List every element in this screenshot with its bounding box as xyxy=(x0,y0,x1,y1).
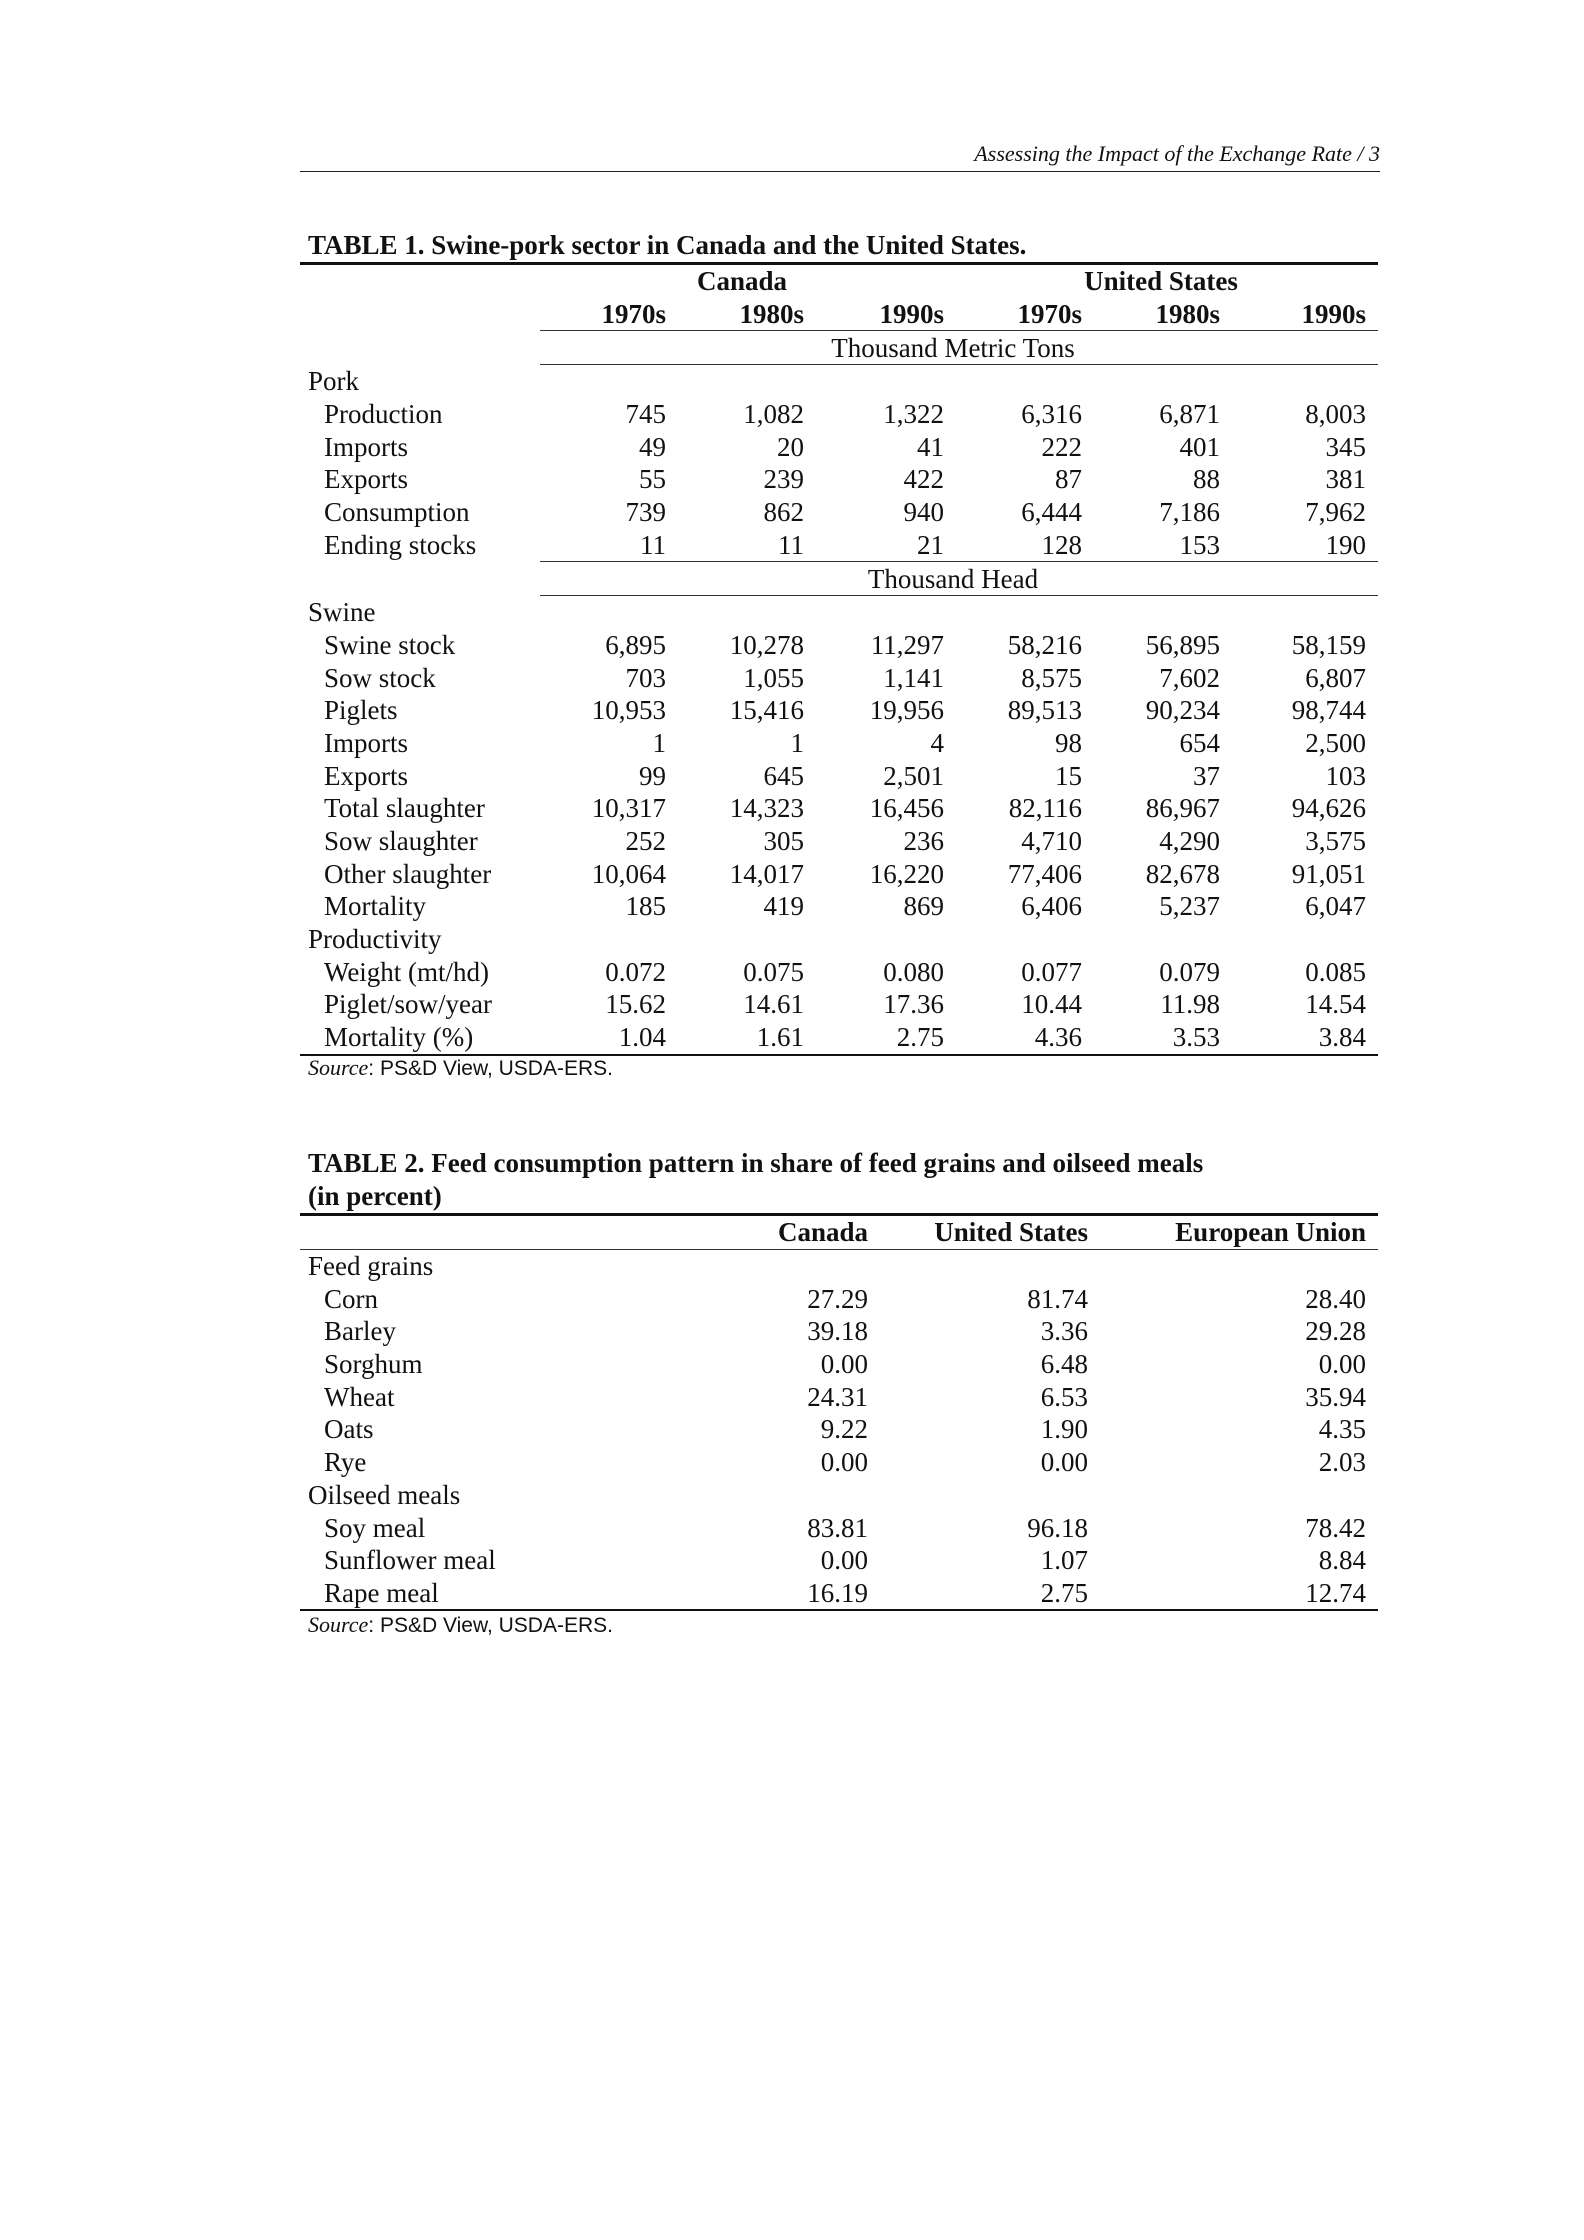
data-cell: 6,316 xyxy=(1021,399,1082,430)
table-cell xyxy=(540,595,678,628)
row-label: Weight (mt/hd) xyxy=(324,956,490,987)
data-cell: 8,575 xyxy=(1021,662,1082,693)
data-cell: 4.36 xyxy=(956,1021,1094,1055)
section-label: Oilseed meals xyxy=(308,1479,461,1510)
data-cell: 10,064 xyxy=(591,858,666,889)
table-row xyxy=(300,629,1378,662)
data-cell: 745 xyxy=(625,399,666,430)
row-label: Ending stocks xyxy=(324,530,477,561)
table-row xyxy=(300,529,1378,562)
row-label: Sunflower meal xyxy=(324,1545,496,1576)
data-cell: 15,416 xyxy=(729,695,804,726)
row-label: Piglets xyxy=(324,695,398,726)
data-cell: 91,051 xyxy=(1291,858,1366,889)
row-label: Mortality (%) xyxy=(300,1021,540,1055)
data-cell: 37 xyxy=(1193,760,1220,791)
table-cell xyxy=(678,365,816,398)
row-label: Barley xyxy=(324,1316,396,1347)
data-cell: 4 xyxy=(930,727,944,758)
data-cell: 6,047 xyxy=(1305,891,1366,922)
table-cell xyxy=(300,562,540,596)
data-cell: 6.48 xyxy=(1040,1349,1088,1380)
table-row xyxy=(300,759,1378,792)
data-cell: 81.74 xyxy=(1027,1283,1088,1314)
data-cell: 7,602 xyxy=(1159,662,1220,693)
table-row xyxy=(300,1544,1378,1577)
table-cell xyxy=(1094,923,1232,956)
table-row xyxy=(300,398,1378,431)
data-cell: 0.075 xyxy=(743,956,804,987)
table1-unit-row xyxy=(300,331,1378,365)
data-cell: 10.44 xyxy=(1021,989,1082,1020)
table2-column-header xyxy=(300,1215,1378,1250)
data-cell: 1 xyxy=(790,727,804,758)
table1-decade-header xyxy=(300,298,1378,331)
section-label: Feed grains xyxy=(308,1251,434,1282)
table-cell xyxy=(1094,595,1232,628)
unit-label: Thousand Head xyxy=(540,562,1378,596)
data-cell: 2.03 xyxy=(1318,1447,1366,1478)
data-cell: 6,444 xyxy=(1021,497,1082,528)
column-header: 1990s xyxy=(1232,298,1378,331)
data-cell: 381 xyxy=(1325,464,1366,495)
table-row xyxy=(300,890,1378,923)
data-cell: 0.00 xyxy=(1040,1447,1088,1478)
data-cell: 401 xyxy=(1179,431,1220,462)
data-cell: 98,744 xyxy=(1291,695,1366,726)
table-cell xyxy=(740,1249,880,1282)
column-header: 1990s xyxy=(816,298,956,331)
data-cell: 20 xyxy=(777,431,804,462)
column-header: 1980s xyxy=(678,298,816,331)
section-label: Pork xyxy=(308,366,360,397)
data-cell: 88 xyxy=(1193,464,1220,495)
table-cell xyxy=(816,365,956,398)
data-cell: 0.079 xyxy=(1159,956,1220,987)
row-label: Rape meal xyxy=(300,1577,740,1611)
data-cell: 654 xyxy=(1179,727,1220,758)
table-row xyxy=(300,825,1378,858)
data-cell: 1,055 xyxy=(743,662,804,693)
data-cell: 1.04 xyxy=(540,1021,678,1055)
table1-title xyxy=(308,229,1026,262)
data-cell: 55 xyxy=(639,464,666,495)
data-cell: 41 xyxy=(917,431,944,462)
data-cell: 2.75 xyxy=(880,1577,1100,1611)
data-cell: 869 xyxy=(903,891,944,922)
data-cell: 0.085 xyxy=(1305,956,1366,987)
data-cell: 6,406 xyxy=(1021,891,1082,922)
data-cell: 58,159 xyxy=(1291,629,1366,660)
row-label: Imports xyxy=(324,431,408,462)
table-row xyxy=(300,1446,1378,1479)
table2-source: Source: PS&D View, USDA-ERS. xyxy=(308,1612,613,1637)
data-cell: 1,141 xyxy=(883,662,944,693)
column-header: European Union xyxy=(1100,1215,1378,1250)
data-cell: 2,501 xyxy=(883,760,944,791)
data-cell: 10,317 xyxy=(591,793,666,824)
table-cell xyxy=(1232,365,1378,398)
table-cell xyxy=(1232,595,1378,628)
data-cell: 419 xyxy=(763,891,804,922)
table-row xyxy=(300,955,1378,988)
table1-unit-row xyxy=(300,562,1378,596)
table-row xyxy=(300,496,1378,529)
data-cell: 16.19 xyxy=(740,1577,880,1611)
table1-country-header xyxy=(300,264,1378,298)
data-cell: 3.84 xyxy=(1232,1021,1378,1055)
column-group-canada: Canada xyxy=(540,264,956,298)
data-cell: 94,626 xyxy=(1291,793,1366,824)
data-cell: 19,956 xyxy=(869,695,944,726)
section-row xyxy=(300,1479,1378,1512)
table2-title-line2: (in percent) xyxy=(308,1181,442,1211)
table-row xyxy=(300,857,1378,890)
table-cell xyxy=(1100,1479,1378,1512)
data-cell: 15.62 xyxy=(605,989,666,1020)
section-row xyxy=(300,365,1378,398)
table-row xyxy=(300,661,1378,694)
data-cell: 0.077 xyxy=(1021,956,1082,987)
data-cell: 14,323 xyxy=(729,793,804,824)
table-row xyxy=(300,694,1378,727)
data-cell: 14.61 xyxy=(743,989,804,1020)
data-cell: 21 xyxy=(816,529,956,562)
data-cell: 1.61 xyxy=(678,1021,816,1055)
data-cell: 11,297 xyxy=(870,629,944,660)
data-cell: 6,871 xyxy=(1159,399,1220,430)
table1-title-text: Swine-pork sector in Canada and the United States. xyxy=(431,230,1027,260)
data-cell: 0.00 xyxy=(1318,1349,1366,1380)
table1-source: Source: PS&D View, USDA-ERS. xyxy=(308,1055,613,1080)
table-row xyxy=(300,1413,1378,1446)
data-cell: 7,186 xyxy=(1159,497,1220,528)
row-label: Consumption xyxy=(324,497,470,528)
table1-label: TABLE 1. xyxy=(308,230,425,260)
row-label: Total slaughter xyxy=(324,793,485,824)
section-label: Swine xyxy=(308,596,376,627)
data-cell: 27.29 xyxy=(807,1283,868,1314)
row-label: Exports xyxy=(324,464,408,495)
data-cell: 0.00 xyxy=(820,1545,868,1576)
table-row xyxy=(300,1348,1378,1381)
data-cell: 11 xyxy=(678,529,816,562)
data-cell: 0.00 xyxy=(820,1447,868,1478)
data-cell: 10,953 xyxy=(591,695,666,726)
table-row xyxy=(300,1021,1378,1055)
row-label: Piglet/sow/year xyxy=(324,989,492,1020)
data-cell: 4,710 xyxy=(1021,826,1082,857)
table-row xyxy=(300,1315,1378,1348)
unit-label: Thousand Metric Tons xyxy=(540,331,1378,365)
column-header: 1970s xyxy=(956,298,1094,331)
data-cell: 82,678 xyxy=(1145,858,1220,889)
data-cell: 11.98 xyxy=(1160,989,1220,1020)
table-cell xyxy=(300,1215,740,1250)
data-cell: 28.40 xyxy=(1305,1283,1366,1314)
row-label: Sow stock xyxy=(324,662,436,693)
table-cell xyxy=(300,264,540,298)
data-cell: 305 xyxy=(763,826,804,857)
data-cell: 77,406 xyxy=(1007,858,1082,889)
data-cell: 24.31 xyxy=(807,1381,868,1412)
data-cell: 7,962 xyxy=(1305,497,1366,528)
table-cell xyxy=(300,331,540,365)
data-cell: 29.28 xyxy=(1305,1316,1366,1347)
data-cell: 82,116 xyxy=(1008,793,1082,824)
table-row xyxy=(300,988,1378,1021)
data-cell: 99 xyxy=(639,760,666,791)
table-cell xyxy=(956,595,1094,628)
table1 xyxy=(300,262,1378,1056)
data-cell: 0.080 xyxy=(883,956,944,987)
section-row xyxy=(300,1249,1378,1282)
data-cell: 345 xyxy=(1325,431,1366,462)
table-cell xyxy=(880,1249,1100,1282)
table-cell xyxy=(540,923,678,956)
data-cell: 1,082 xyxy=(743,399,804,430)
table-cell xyxy=(1100,1249,1378,1282)
data-cell: 3.53 xyxy=(1094,1021,1232,1055)
row-label: Other slaughter xyxy=(324,858,492,889)
row-label: Mortality xyxy=(324,891,426,922)
table-cell xyxy=(540,365,678,398)
data-cell: 87 xyxy=(1055,464,1082,495)
data-cell: 8,003 xyxy=(1305,399,1366,430)
table-row xyxy=(300,430,1378,463)
table-row xyxy=(300,1577,1378,1611)
running-head: Assessing the Impact of the Exchange Rate / 3 xyxy=(974,141,1380,166)
data-cell: 252 xyxy=(625,826,666,857)
column-header: Canada xyxy=(740,1215,880,1250)
data-cell: 6,807 xyxy=(1305,662,1366,693)
row-label: Sow slaughter xyxy=(324,826,478,857)
data-cell: 236 xyxy=(903,826,944,857)
data-cell: 9.22 xyxy=(820,1414,868,1445)
table-cell xyxy=(678,595,816,628)
table-cell xyxy=(956,923,1094,956)
data-cell: 153 xyxy=(1094,529,1232,562)
section-label: Productivity xyxy=(308,924,442,955)
data-cell: 35.94 xyxy=(1305,1381,1366,1412)
data-cell: 15 xyxy=(1055,760,1082,791)
data-cell: 56,895 xyxy=(1145,629,1220,660)
row-label: Sorghum xyxy=(324,1349,423,1380)
table-row xyxy=(300,463,1378,496)
data-cell: 4,290 xyxy=(1159,826,1220,857)
data-cell: 103 xyxy=(1325,760,1366,791)
data-cell: 239 xyxy=(763,464,804,495)
column-header: United States xyxy=(880,1215,1100,1250)
row-label: Imports xyxy=(324,727,408,758)
data-cell: 78.42 xyxy=(1305,1512,1366,1543)
column-header: 1970s xyxy=(540,298,678,331)
table-row xyxy=(300,727,1378,760)
data-cell: 128 xyxy=(956,529,1094,562)
table-cell xyxy=(1232,923,1378,956)
data-cell: 86,967 xyxy=(1145,793,1220,824)
table-cell xyxy=(300,298,540,331)
data-cell: 0.072 xyxy=(605,956,666,987)
table-cell xyxy=(740,1479,880,1512)
data-cell: 58,216 xyxy=(1007,629,1082,660)
data-cell: 83.81 xyxy=(807,1512,868,1543)
data-cell: 6.53 xyxy=(1040,1381,1088,1412)
column-header: 1980s xyxy=(1094,298,1232,331)
section-row xyxy=(300,595,1378,628)
data-cell: 8.84 xyxy=(1318,1545,1366,1576)
data-cell: 190 xyxy=(1232,529,1378,562)
data-cell: 89,513 xyxy=(1007,695,1082,726)
data-cell: 222 xyxy=(1041,431,1082,462)
row-label: Oats xyxy=(324,1414,374,1445)
data-cell: 2,500 xyxy=(1305,727,1366,758)
data-cell: 940 xyxy=(903,497,944,528)
row-label: Rye xyxy=(324,1447,367,1478)
data-cell: 422 xyxy=(903,464,944,495)
table-row xyxy=(300,792,1378,825)
data-cell: 3.36 xyxy=(1040,1316,1088,1347)
row-label: Wheat xyxy=(324,1381,395,1412)
row-label: Production xyxy=(324,399,443,430)
table-cell xyxy=(1094,365,1232,398)
data-cell: 0.00 xyxy=(820,1349,868,1380)
table-row xyxy=(300,1511,1378,1544)
data-cell: 14.54 xyxy=(1305,989,1366,1020)
data-cell: 11 xyxy=(540,529,678,562)
table-cell xyxy=(816,923,956,956)
table2-title-line1: Feed consumption pattern in share of feed grains and oilseed meals xyxy=(431,1148,1204,1178)
row-label: Swine stock xyxy=(324,629,456,660)
data-cell: 1.90 xyxy=(1040,1414,1088,1445)
table-cell xyxy=(678,923,816,956)
data-cell: 96.18 xyxy=(1027,1512,1088,1543)
table2 xyxy=(300,1213,1378,1611)
data-cell: 862 xyxy=(763,497,804,528)
table-row xyxy=(300,1380,1378,1413)
header-rule xyxy=(300,171,1380,172)
data-cell: 10,278 xyxy=(729,629,804,660)
data-cell: 39.18 xyxy=(807,1316,868,1347)
data-cell: 16,220 xyxy=(869,858,944,889)
data-cell: 3,575 xyxy=(1305,826,1366,857)
data-cell: 14,017 xyxy=(729,858,804,889)
data-cell: 5,237 xyxy=(1159,891,1220,922)
data-cell: 739 xyxy=(625,497,666,528)
column-group-united-states: United States xyxy=(956,264,1378,298)
section-row xyxy=(300,923,1378,956)
data-cell: 703 xyxy=(625,662,666,693)
data-cell: 16,456 xyxy=(869,793,944,824)
data-cell: 1 xyxy=(652,727,666,758)
data-cell: 185 xyxy=(625,891,666,922)
table2-title xyxy=(308,1147,1203,1213)
data-cell: 98 xyxy=(1055,727,1082,758)
row-label: Soy meal xyxy=(324,1512,426,1543)
table-row xyxy=(300,1282,1378,1315)
data-cell: 90,234 xyxy=(1145,695,1220,726)
data-cell: 17.36 xyxy=(883,989,944,1020)
data-cell: 2.75 xyxy=(816,1021,956,1055)
table-cell xyxy=(880,1479,1100,1512)
data-cell: 4.35 xyxy=(1318,1414,1366,1445)
data-cell: 12.74 xyxy=(1100,1577,1378,1611)
table-cell xyxy=(956,365,1094,398)
data-cell: 1.07 xyxy=(1040,1545,1088,1576)
data-cell: 49 xyxy=(639,431,666,462)
data-cell: 645 xyxy=(763,760,804,791)
table2-label: TABLE 2. xyxy=(308,1148,425,1178)
table-cell xyxy=(816,595,956,628)
row-label: Exports xyxy=(324,760,408,791)
data-cell: 6,895 xyxy=(605,629,666,660)
data-cell: 1,322 xyxy=(883,399,944,430)
row-label: Corn xyxy=(324,1283,378,1314)
